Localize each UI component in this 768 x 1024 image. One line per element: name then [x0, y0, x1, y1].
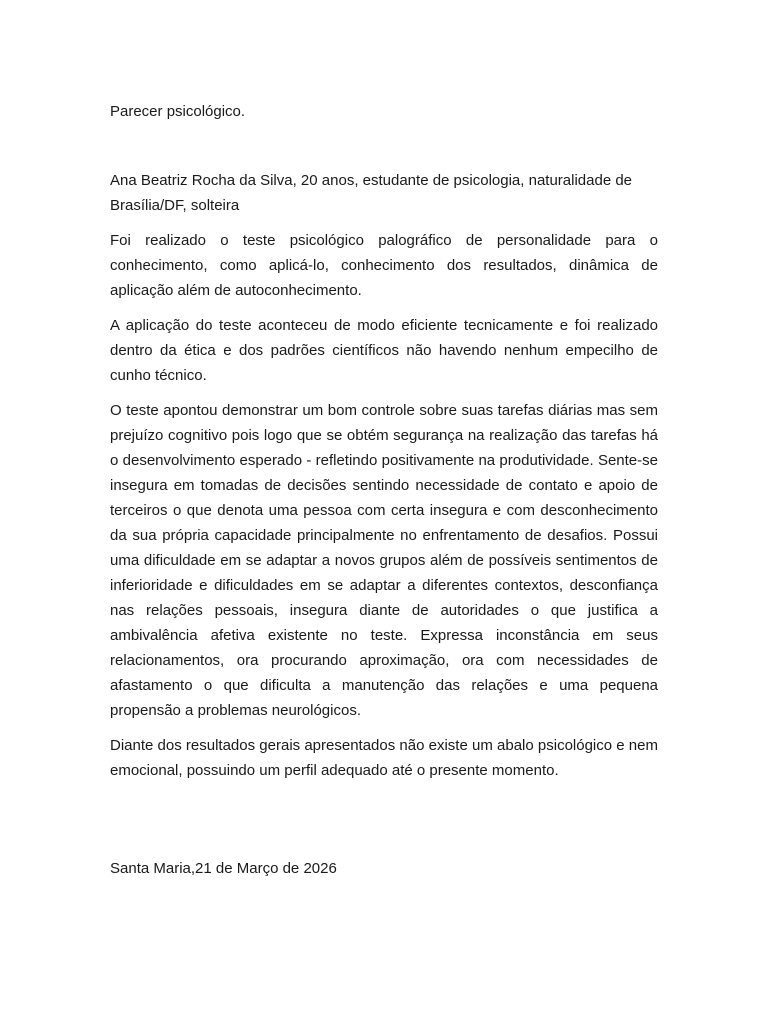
place-date-line: Santa Maria,21 de Março de 2026	[110, 860, 337, 877]
conclusion-paragraph: Diante dos resultados gerais apresentados não existe um abalo psicológico e nem emocional, possuindo um perfil adequado até o presente momento.	[110, 737, 658, 779]
test-description-paragraph: Foi realizado o teste psicológico palográfico de personalidade para o conhecimento, como aplicá-lo, conhecimento dos resultados, dinâmica de aplicação além de autoconhecimento.	[110, 232, 658, 299]
test-results-paragraph: O teste apontou demonstrar um bom controle sobre suas tarefas diárias mas sem prejuízo cognitivo pois logo que se obtém segurança na realização das tarefas há o desenvolvimento esperado - refletindo positivamente na produtividade. Sente-se insegura em tomadas de decisões sentindo necessidade de contato e apoio de terceiros o que denota uma pessoa com certa insegura e com desconhecimento da sua própria capacidade principalmente no enfrentamento de desafios. Possui uma dificuldade em se adaptar a novos grupos além de possíveis sentimentos de inferioridade e dificuldades em se adaptar a diferentes contextos, desconfiança nas relações pessoais, insegura diante de autoridades o que justifica a ambivalência afetiva existente no teste. Expressa inconstância em seus relacionamentos, ora procurando aproximação, ora com necessidades de afastamento o que dificulta a manutenção das relações e uma pequena propensão a problemas neurológicos.	[110, 402, 658, 719]
document-title: Parecer psicológico.	[110, 103, 246, 120]
test-application-paragraph: A aplicação do teste aconteceu de modo eficiente tecnicamente e foi realizado dentro da ética e dos padrões científicos não havendo nenhum empecilho de cunho técnico.	[110, 317, 658, 384]
document-body	[110, 168, 658, 793]
subject-identification-paragraph: Ana Beatriz Rocha da Silva, 20 anos, estudante de psicologia, naturalidade de Brasília/DF, solteira	[110, 172, 633, 214]
